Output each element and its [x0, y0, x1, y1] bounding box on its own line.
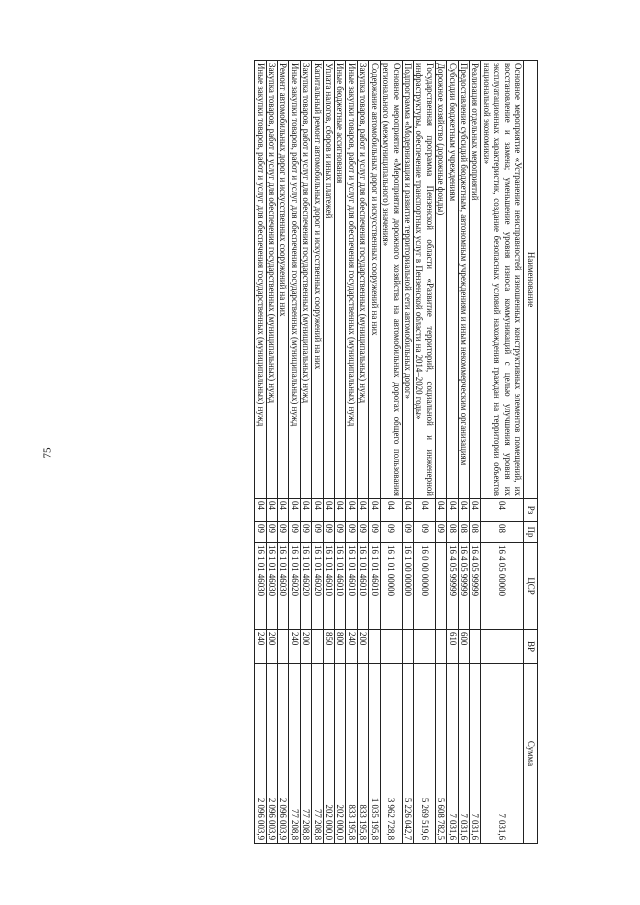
cell-vr: [481, 630, 524, 664]
cell-sum: 202 000,0: [335, 664, 346, 844]
cell-name: Иные закупки товаров, работ и услуг для обеспечения государственных (муниципальных) нужд: [289, 61, 300, 499]
cell-vr: [278, 630, 289, 664]
cell-vr: 600: [458, 630, 469, 664]
cell-vr: [402, 630, 413, 664]
cell-csr: 16 1 00 00000: [402, 543, 413, 630]
table-row: [300, 61, 311, 844]
cell-rz: 04: [346, 499, 357, 522]
cell-name: Государственная программа Пензенской области «Развитие территорий, социальной и инженерной инфраструктуры, обеспечение транспортных услуг в Пензенской области на 2014–2020 годы»: [413, 61, 435, 499]
cell-pr: 09: [289, 522, 300, 543]
cell-csr: 16 1 01 46020: [300, 543, 311, 630]
cell-csr: 16 4 05 99999: [447, 543, 458, 630]
cell-pr: 09: [380, 522, 402, 543]
cell-pr: 09: [278, 522, 289, 543]
header-csr: ЦСР: [524, 543, 538, 630]
cell-pr: 09: [323, 522, 334, 543]
cell-name: Иные закупки товаров, работ и услуг для обеспечения государственных (муниципальных) нужд: [346, 61, 357, 499]
cell-csr: 16 1 01 46010: [369, 543, 380, 630]
cell-sum: 7 031,6: [469, 664, 480, 844]
table-row: [481, 61, 524, 844]
cell-csr: 16 4 05 99999: [458, 543, 469, 630]
cell-name: Капитальный ремонт автомобильных дорог и искусственных сооружений на них: [312, 61, 323, 499]
cell-csr: 16 1 01 46010: [346, 543, 357, 630]
cell-rz: 04: [278, 499, 289, 522]
cell-rz: 04: [323, 499, 334, 522]
cell-sum: 833 195,8: [357, 664, 368, 844]
cell-name: Содержание автомобильных дорог и искусственных сооружений на них: [369, 61, 380, 499]
cell-vr: 200: [266, 630, 277, 664]
table-row: [312, 61, 323, 844]
cell-pr: 08: [481, 522, 524, 543]
cell-csr: 16 1 01 46030: [266, 543, 277, 630]
cell-name: Основное мероприятие «Мероприятия дорожного хозяйства на автомобильных дорогах общего пользования регионального (межмуниципального) значения»: [380, 61, 402, 499]
cell-vr: 800: [335, 630, 346, 664]
cell-csr: 16 1 01 46010: [323, 543, 334, 630]
cell-vr: 850: [323, 630, 334, 664]
cell-pr: 09: [357, 522, 368, 543]
cell-pr: 09: [312, 522, 323, 543]
cell-pr: 08: [458, 522, 469, 543]
table-row: [346, 61, 357, 844]
cell-vr: [369, 630, 380, 664]
cell-vr: [380, 630, 402, 664]
cell-sum: 2 096 003,9: [255, 664, 266, 844]
cell-pr: 09: [335, 522, 346, 543]
table-row: [357, 61, 368, 844]
cell-sum: 77 208,8: [312, 664, 323, 844]
cell-rz: 04: [266, 499, 277, 522]
cell-rz: 04: [402, 499, 413, 522]
cell-rz: 04: [435, 499, 446, 522]
table-row: [402, 61, 413, 844]
table-row: [413, 61, 435, 844]
cell-sum: 5 226 042,7: [402, 664, 413, 844]
page-number-text: 75: [41, 447, 53, 458]
cell-pr: 09: [300, 522, 311, 543]
table-row: [266, 61, 277, 844]
cell-sum: 2 096 003,9: [278, 664, 289, 844]
table-row: [380, 61, 402, 844]
header-rz: Рз: [524, 499, 538, 522]
cell-csr: 16 1 01 46010: [335, 543, 346, 630]
cell-name: Основное мероприятие «Устранение неисправностей изношенных конструктивных элементов помещений, их восстановление и замена; уменьшение уровня износа коммуникаций с целью улучшения уровня их эксплуатационных характеристик, создание безопасных условий нахождения граждан на территории объектов национальной экономики»: [481, 61, 524, 499]
cell-vr: 200: [357, 630, 368, 664]
cell-sum: 202 000,0: [323, 664, 334, 844]
table-row: [447, 61, 458, 844]
cell-sum: 833 195,8: [346, 664, 357, 844]
cell-rz: 04: [300, 499, 311, 522]
cell-csr: 16 1 01 00000: [380, 543, 402, 630]
cell-vr: [312, 630, 323, 664]
cell-name: Закупка товаров, работ и услуг для обеспечения государственных (муниципальных) нужд: [300, 61, 311, 499]
cell-rz: 04: [312, 499, 323, 522]
header-pr: Пр: [524, 522, 538, 543]
cell-sum: 3 962 728,8: [380, 664, 402, 844]
cell-pr: 09: [255, 522, 266, 543]
cell-rz: 04: [289, 499, 300, 522]
cell-sum: 2 096 003,9: [266, 664, 277, 844]
table-row: [458, 61, 469, 844]
cell-csr: 16 0 00 00000: [413, 543, 435, 630]
table-row: [255, 61, 266, 844]
cell-sum: 5 608 782,5: [435, 664, 446, 844]
cell-csr: 16 1 01 46020: [289, 543, 300, 630]
cell-vr: 240: [289, 630, 300, 664]
cell-rz: 04: [469, 499, 480, 522]
cell-csr: 16 1 01 46030: [255, 543, 266, 630]
header-name: Наименование: [524, 61, 538, 499]
page-number: [36, 0, 58, 905]
cell-name: Уплата налогов, сборов и иных платежей: [323, 61, 334, 499]
cell-rz: 04: [335, 499, 346, 522]
cell-pr: 08: [469, 522, 480, 543]
cell-name: Закупка товаров, работ и услуг для обеспечения государственных (муниципальных) нужд: [266, 61, 277, 499]
cell-csr: 16 4 05 99999: [469, 543, 480, 630]
cell-name: Ремонт автомобильных дорог и искусственных сооружений на них: [278, 61, 289, 499]
cell-name: Закупка товаров, работ и услуг для обеспечения государственных (муниципальных) нужд: [357, 61, 368, 499]
cell-sum: 77 208,8: [289, 664, 300, 844]
cell-name: Предоставление субсидий бюджетным, автономным учреждениям и иным некоммерческим организациям: [458, 61, 469, 499]
cell-name: Иные бюджетные ассигнования: [335, 61, 346, 499]
cell-rz: 04: [357, 499, 368, 522]
cell-rz: 04: [255, 499, 266, 522]
cell-vr: [435, 630, 446, 664]
cell-csr: 16 4 05 00000: [481, 543, 524, 630]
cell-pr: 09: [369, 522, 380, 543]
cell-rz: 04: [369, 499, 380, 522]
budget-table: [254, 60, 538, 844]
cell-name: Дорожное хозяйство (дорожные фонды): [435, 61, 446, 499]
cell-vr: 200: [300, 630, 311, 664]
cell-rz: 04: [481, 499, 524, 522]
table-row: [278, 61, 289, 844]
cell-rz: 04: [458, 499, 469, 522]
cell-csr: 16 1 01 46030: [278, 543, 289, 630]
cell-name: Подпрограмма «Модернизация и развитие территориальной сети автомобильных дорог»: [402, 61, 413, 499]
cell-vr: 240: [255, 630, 266, 664]
cell-pr: 09: [346, 522, 357, 543]
table-row: [323, 61, 334, 844]
cell-sum: 5 269 519,6: [413, 664, 435, 844]
table-row: [469, 61, 480, 844]
cell-sum: 7 031,6: [481, 664, 524, 844]
cell-vr: 240: [346, 630, 357, 664]
cell-name: Иные закупки товаров, работ и услуг для обеспечения государственных (муниципальных) нужд: [255, 61, 266, 499]
table-header-row: [524, 61, 538, 844]
cell-name: Реализация отдельных мероприятий: [469, 61, 480, 499]
cell-pr: 08: [447, 522, 458, 543]
cell-pr: 09: [435, 522, 446, 543]
header-vr: ВР: [524, 630, 538, 664]
cell-pr: 09: [402, 522, 413, 543]
cell-csr: 16 1 01 46010: [357, 543, 368, 630]
cell-csr: [435, 543, 446, 630]
cell-name: Субсидии бюджетным учреждениям: [447, 61, 458, 499]
cell-vr: [469, 630, 480, 664]
cell-rz: 04: [447, 499, 458, 522]
cell-sum: 1 035 195,8: [369, 664, 380, 844]
cell-csr: 16 1 01 46020: [312, 543, 323, 630]
table-row: [289, 61, 300, 844]
cell-sum: 77 208,8: [300, 664, 311, 844]
rotated-page-content: [82, 60, 538, 843]
cell-pr: 09: [266, 522, 277, 543]
cell-pr: 09: [413, 522, 435, 543]
table-row: [435, 61, 446, 844]
cell-sum: 7 031,6: [458, 664, 469, 844]
table-row: [335, 61, 346, 844]
table-row: [369, 61, 380, 844]
cell-rz: 04: [413, 499, 435, 522]
cell-vr: 610: [447, 630, 458, 664]
cell-vr: [413, 630, 435, 664]
header-sum: Сумма: [524, 664, 538, 844]
cell-sum: 7 031,6: [447, 664, 458, 844]
cell-rz: 04: [380, 499, 402, 522]
